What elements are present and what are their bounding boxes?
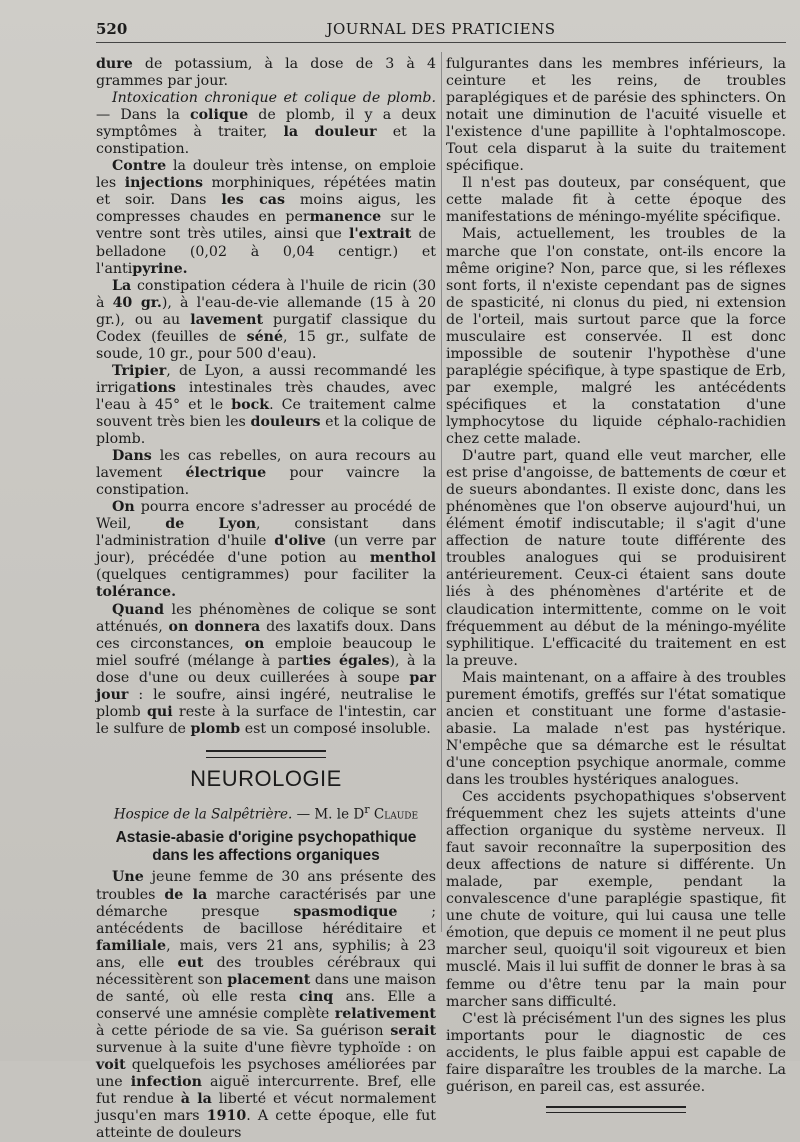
text: intestinales très chaudes, avec l'eau à 45° et le — [96, 379, 436, 413]
paragraph: Il n'est pas douteux, par conséquent, que cette malade fit à cette époque des manifestations de méningo-myélite spécifique. — [446, 175, 786, 226]
bold-text: colique — [189, 107, 249, 124]
article-end-rule — [546, 1106, 686, 1113]
text: jeune femme de 30 ans présente des troubles — [96, 869, 436, 903]
bold-text: familiale — [96, 937, 167, 954]
text: la douleur très intense, on emploie les — [96, 158, 436, 192]
text: (un verre par jour), précédée d'une potion au — [96, 533, 436, 567]
bold-text: On — [112, 499, 135, 516]
text: et la constipation. — [96, 124, 436, 158]
journal-title: JOURNAL DES PRATICIENS — [326, 20, 556, 38]
source-institution: Hospice de la Salpêtrière. — [113, 806, 293, 823]
paragraph — [96, 56, 436, 90]
bold-text: eut — [177, 954, 204, 971]
page-number: 520 — [96, 20, 128, 38]
bold-text: Contre — [112, 158, 167, 175]
text: . A cette époque, elle fut atteinte de douleurs — [96, 1108, 436, 1142]
paragraph — [96, 869, 436, 1142]
text: liberté et vécut normalement jusqu'en mars — [96, 1091, 436, 1125]
text: (quelques centigrammes) pour faciliter la — [96, 567, 436, 584]
bold-text: de Lyon — [165, 516, 257, 533]
paragraph — [96, 158, 436, 277]
text: quelquefois les psychoses améliorées par une — [96, 1056, 436, 1091]
bold-text: 1910 — [206, 1108, 247, 1125]
bold-text: bock — [231, 396, 270, 413]
bold-text: 40 gr. — [112, 294, 162, 311]
text: aiguë intercurrente. Bref, elle fut rendue — [96, 1074, 436, 1108]
text: , 15 gr., sulfate de soude, 10 gr., pour 500 d'eau). — [96, 328, 436, 362]
bold-text: de la — [164, 886, 208, 903]
bold-text: qui — [147, 703, 173, 720]
bold-text: spasmodique — [293, 903, 398, 920]
bold-text: l'extrait — [348, 226, 412, 243]
text: — M. le D — [292, 806, 365, 823]
text: — Dans la — [96, 107, 190, 124]
text: morphiniques, répétées matin et soir. Dans — [96, 175, 436, 209]
text: des laxatifs doux. Dans ces circonstances, — [96, 618, 436, 652]
bold-text: plomb — [190, 720, 241, 737]
bold-text: électrique — [185, 465, 267, 482]
paragraph — [96, 363, 436, 448]
text: et la colique de plomb. — [96, 413, 436, 448]
paragraph — [96, 602, 436, 738]
text: les phénomènes de colique se sont atténués, — [96, 601, 436, 635]
text: : le soufre, ainsi ingéré, neutralise le plomb — [96, 686, 436, 720]
bold-text: séné — [246, 328, 283, 345]
author-name: Claude — [373, 806, 419, 823]
text: , de Lyon, a aussi recommandé les irriga — [96, 362, 436, 396]
article-title — [96, 829, 436, 865]
bold-text: les cas — [221, 192, 285, 209]
paragraph: Ces accidents psychopathiques s'observent fréquemment chez les sujets atteints d'une affection organique du système nerveux. Il faut savoir reconnaître la superposition des deux affections de nature si différente. Un malade, par exemple, pendant la convalescence d'une paraplégie spastique, fit une chute de voiture, qui lui causa une telle émotion, que depuis ce moment il ne peut plus marcher seul, quoiqu'il soit vigoureux et bien musclé. Mais il lui suffit de donner le bras à sa femme ou d'être tenu par la main pour marcher sans difficulté. — [446, 789, 786, 1010]
bold-text: voit — [96, 1056, 126, 1073]
text: ; antécédents de bacillose héréditaire et — [96, 903, 437, 937]
text: est un composé insoluble. — [240, 720, 431, 737]
text: marche caractérisés par une démarche presque — [96, 886, 437, 920]
bold-text: dure — [96, 56, 133, 72]
superscript: r — [364, 802, 370, 816]
bold-text: d'olive — [274, 533, 326, 550]
text: de belladone (0,02 à 0,04 centigr.) et l'anti — [96, 226, 436, 277]
text: constipation cédera à l'huile de ricin (30 à — [96, 277, 436, 311]
page-header — [96, 14, 786, 43]
text: des troubles cérébraux qui nécessitèrent son — [96, 954, 436, 988]
text: emploie beaucoup le miel soufré (mélange à par — [96, 635, 436, 669]
right-column — [446, 56, 786, 1113]
bold-text: par jour — [96, 669, 436, 703]
text: moins aigus, les compresses chaudes en per — [96, 192, 436, 226]
article-title-line: dans les affections organiques — [152, 847, 380, 865]
bold-text: Une — [112, 869, 144, 886]
bold-text: tions — [136, 379, 176, 396]
bold-text: placement — [227, 971, 311, 988]
bold-text: relativement — [334, 1005, 436, 1022]
paragraph: fulgurantes dans les membres inférieurs, la ceinture et les reins, de troubles paraplégiques et de parésie des sphincters. On notait une diminution de l'acuité visuelle et l'existence d'une papillite à l'ophtalmoscope. Tout cela disparut à la suite du traitement spécifique. — [446, 56, 786, 175]
section-divider — [206, 750, 326, 758]
text: ans. Elle a conservé une amnésie complète — [96, 988, 437, 1022]
text: purgatif classique du Codex (feuilles de — [96, 311, 436, 345]
paragraph: Mais, actuellement, les troubles de la marche que l'on constate, ont-ils encore la même origine? Non, parce que, si les réflexes sont forts, il n'existe cependant pas de signes de spasticité, ni clonus du pied, ni extension de l'orteil, mais surtout parce que la force musculaire est conservée. Il est donc impossible de soutenir l'hypothèse d'une paraplégie spécifique, à type spastique de Erb, par exemple, malgré les antécédents spécifiques et la constatation d'une lymphocytose du liquide céphalo-rachidien chez cette malade. — [446, 226, 786, 448]
bold-text: on donnera — [168, 618, 261, 635]
text: , consistant dans l'administration d'huile — [96, 516, 436, 550]
italic-heading: Intoxication chronique et colique de plomb. — [112, 90, 436, 107]
bold-text: infection — [130, 1074, 202, 1091]
bold-text: ties égales — [302, 652, 390, 669]
text: sur le ventre sont très utiles, ainsi que — [96, 209, 437, 243]
bold-text: on — [244, 635, 265, 652]
text: de potassium, à la dose de 3 à 4 grammes par jour. — [96, 56, 436, 90]
bold-text: la douleur — [283, 124, 377, 141]
bold-text: menthol — [369, 550, 436, 567]
left-column — [96, 56, 436, 1142]
bold-text: à la — [180, 1091, 212, 1108]
article-title-line: Astasie-abasie d'origine psychopathique — [115, 829, 417, 847]
paragraph — [96, 90, 436, 158]
text: . Ce traitement calme souvent très bien les — [96, 396, 436, 430]
paragraph: C'est là précisément l'un des signes les plus importants pour le diagnostic de ces accidents, le plus faible appui est capable de faire disparaître les troubles de la marche. La guérison, en pareil cas, est assurée. — [446, 1010, 786, 1095]
bold-text: Quand — [112, 601, 165, 618]
text: reste à la surface de l'intestin, car le sulfure de — [96, 703, 436, 737]
text: à cette période de sa vie. Sa guérison — [96, 1022, 391, 1039]
bold-text: serait — [390, 1022, 436, 1039]
bold-text: manence — [309, 209, 382, 226]
bold-text: douleurs — [250, 413, 321, 430]
paragraph — [96, 499, 436, 601]
paragraph: D'autre part, quand elle veut marcher, elle est prise d'angoisse, de battements de cœur et de sueurs abondantes. Il existe donc, dans les phénomènes que l'on observe aujourd'hui, un élément émotif indiscutable; il s'agit d'une affection de nature toute différente des troubles analogues qui se produisirent antérieurement. Ceux-ci étaient sans doute liés à des phénomènes d'artérite et de claudication intermittente, comme on le voit fréquemment au début de la méningo-myélite syphilitique. L'efficacité du traitement en est la preuve. — [446, 448, 786, 669]
paragraph: Mais maintenant, on a affaire à des troubles purement émotifs, greffés sur l'état somatique ancien et constituant une forme d'astasie-abasie. La malade n'est pas hystérique. N'empêche que sa démarche est le résultat d'une conception psychique anormale, comme dans les troubles hystériques analogues. — [446, 669, 786, 788]
section-heading: NEUROLOGIE — [190, 765, 342, 791]
text: dans une maison de santé, où elle resta — [96, 971, 436, 1005]
bold-text: pyrine. — [132, 260, 188, 277]
text: ), à la dose d'une ou deux cuillerées à soupe — [96, 652, 436, 686]
bold-text: cinq — [298, 988, 334, 1005]
text: de plomb, il y a deux symptômes à traiter, — [96, 107, 436, 141]
bold-text: Dans — [112, 448, 152, 465]
article-source — [96, 801, 436, 824]
text: les cas rebelles, on aura recours au lavement — [96, 448, 436, 482]
bold-text: lavement — [190, 311, 263, 328]
text: ), à l'eau-de-vie allemande (15 à 20 gr.), ou au — [96, 294, 436, 328]
text: , mais, vers 21 ans, syphilis; à 23 ans, elle — [96, 937, 436, 971]
column-divider — [441, 52, 442, 932]
paragraph — [96, 278, 436, 363]
bold-text: La — [112, 277, 132, 294]
bold-text: injections — [124, 175, 203, 192]
text: pourra encore s'adresser au procédé de Weil, — [96, 499, 436, 533]
bold-text: tolérance. — [96, 584, 177, 601]
text: pour vaincre la constipation. — [96, 465, 437, 499]
text: survenue à la suite d'une fièvre typhoïde : on — [96, 1039, 436, 1056]
paragraph — [96, 448, 436, 499]
bold-text: Tripier — [112, 362, 167, 379]
